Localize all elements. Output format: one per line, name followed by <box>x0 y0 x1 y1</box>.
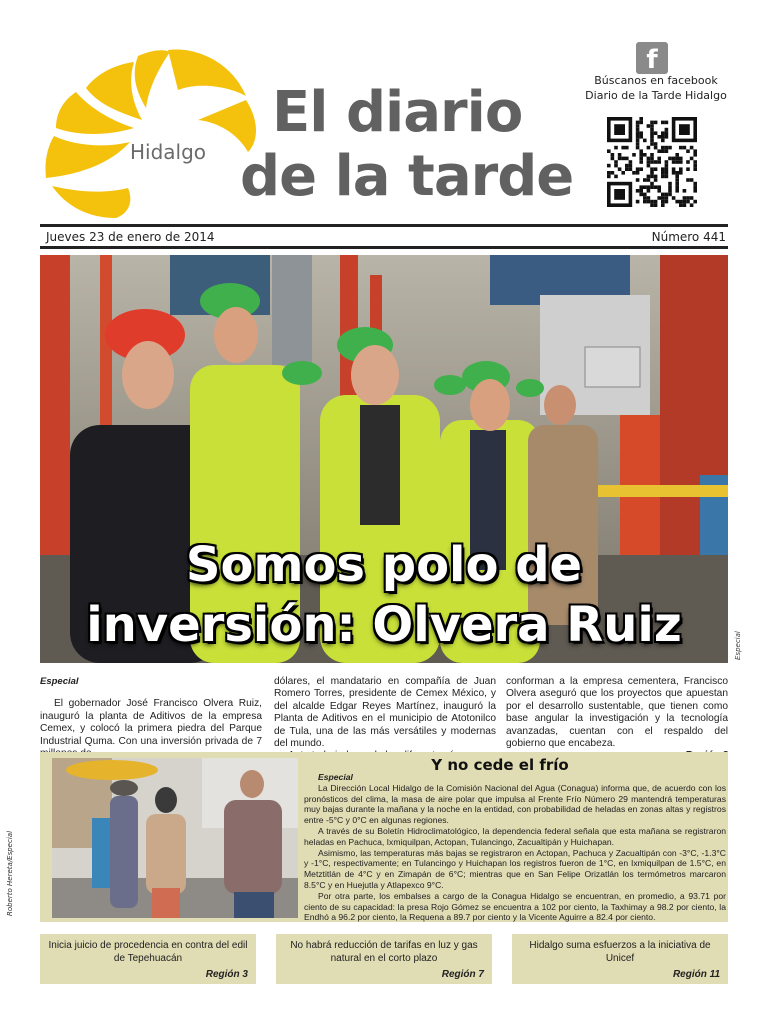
teaser-headline: Hidalgo suma esfuerzos a la iniciativa de Unicef <box>529 940 711 964</box>
facebook-icon[interactable]: f <box>636 42 668 74</box>
lead-paragraph-1: El gobernador José Francisco Olvera Ruiz, inauguró la planta de Aditivos de la empresa Cemex, y colocó la primera piedra del Parque Industrial Quma. Con una inversión privada de 7 <box>40 698 262 747</box>
cold-weather-photo-credit: Roberto Hereta/Especial <box>6 830 14 916</box>
cold-weather-paragraph-4: Por otra parte, los embalses a cargo de la Conagua Hidalgo se encuentran, en promedio, a 93.71 por ciento de su capacidad: la presa Rojo Gómez se encuentra a 102 por ciento, la Taxhimay a 98.2 por ciento, la Endhó a 96.2 por ciento, la Requena a 89.7 por ciento y la Vicente Aguirre a 82.4 por ciento. <box>304 890 726 923</box>
issue-number: Número 441 <box>651 230 726 244</box>
facebook-promo-line2: Diario de la Tarde Hidalgo <box>585 89 727 102</box>
cold-weather-paragraph-2: A través de su Boletín Hidroclimatológico, la dependencia federal señala que esta mañana se registraron heladas en Pachuca, Ixmiquilpan, Actopan, Tulancingo, Zacualtipán y Huichapan. <box>304 825 726 847</box>
teaser-region: Región 7 <box>441 969 484 980</box>
teaser-headline: No habrá reducción de tarifas en luz y gas natural en el corto plazo <box>290 940 478 964</box>
cold-weather-byline: Especial <box>318 772 353 782</box>
dateline-rule-bottom <box>40 246 728 249</box>
cold-weather-headline[interactable]: Y no cede el frío <box>431 756 569 774</box>
lead-photo <box>40 255 728 663</box>
newspaper-title-line2: de la tarde <box>240 144 574 209</box>
facebook-promo <box>566 73 746 103</box>
region-label: Hidalgo <box>130 140 207 164</box>
teaser-headline: Inicia juicio de procedencia en contra del edil de Tepehuacán <box>48 940 248 964</box>
teaser-region: Región 3 <box>205 969 248 980</box>
cold-weather-paragraph-3: Asimismo, las temperaturas más bajas se registraron en Actopan, Pachuca y Zacualtipán con -3°C, -1.3°C y -1°C, respectivamente; en Tulancingo y Huichapan los registros fueron de 1°C, en Ixmiquilpan de 1.5°C, en Metztitlán de 4°C y en Zimapán de 6°C; mientras que en San Felipe Orizatlán los termómetros marcaron 8.5°C y en Huejutla y Atlapexco 9°C. <box>304 847 726 890</box>
teaser-box[interactable] <box>40 934 256 984</box>
newspaper-title-line1: El diario <box>272 80 523 145</box>
lead-story-column-2 <box>274 676 496 763</box>
cold-weather-body <box>304 772 726 923</box>
sun-logo-icon <box>38 42 268 222</box>
lead-story-column-1 <box>40 676 262 760</box>
cold-weather-paragraph-1: La Dirección Local Hidalgo de la Comisión Nacional del Agua (Conagua) informa que, de acuerdo con los pronósticos del clima, la masa de aire polar que impulsa al Frente Frío Número 29 mantendrá temperaturas muy bajas durante la mañana y la noche en la entidad, con probabilidad de heladas en zonas altas y registros entre -5°C y 0°C en algunas regiones. <box>304 782 726 826</box>
cold-weather-photo <box>52 758 298 918</box>
lead-headline-line2: inversión: Olvera Ruiz <box>86 597 682 653</box>
lead-byline: Especial <box>40 676 79 687</box>
lead-paragraph-2: dólares, el mandatario en compañía de Juan Romero Torres, presidente de Cemex México, y del alcalde Edgar Reyes Martínez, inauguró la Planta de Aditivos en el municipio de Atotonilco de Tula, una de las más versátiles y modernas del mundo. <box>274 676 496 750</box>
dateline-rule-top <box>40 224 728 227</box>
teaser-box[interactable] <box>512 934 728 984</box>
cold-weather-photo-illustration <box>52 758 298 918</box>
teaser-box[interactable] <box>276 934 492 984</box>
lead-paragraph-4: conforman a la empresa cementera, Francisco Olvera aseguró que los proyectos que apuestan por el desarrollo sustentable, que tienen como base angular la investigación y la tecnología avanzadas, cuentan con el respaldo del gobierno que encabeza. <box>506 676 728 750</box>
lead-headline-line1: Somos polo de <box>185 537 583 593</box>
masthead <box>0 0 768 226</box>
teaser-region: Región 11 <box>672 969 720 980</box>
lead-photo-credit: Especial <box>734 631 742 660</box>
lead-headline[interactable] <box>40 535 728 655</box>
qr-code-icon[interactable] <box>607 117 697 207</box>
lead-story-column-3 <box>506 676 728 763</box>
facebook-promo-line1: Búscanos en facebook <box>594 74 718 87</box>
issue-date: Jueves 23 de enero de 2014 <box>46 230 215 244</box>
